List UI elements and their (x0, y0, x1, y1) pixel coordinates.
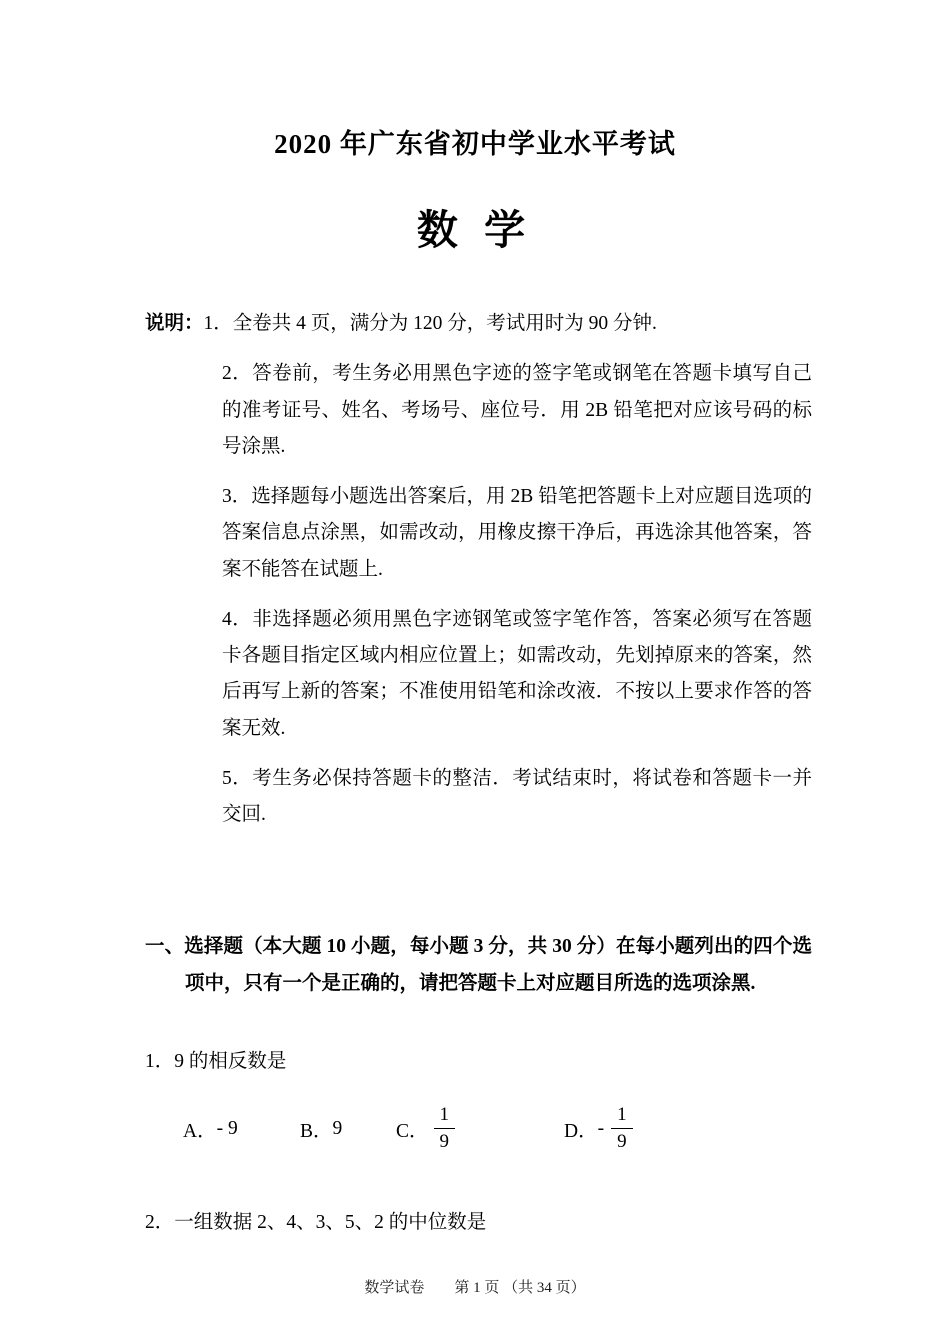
option-c-label: C． (396, 1121, 429, 1143)
question-1-option-a (183, 1115, 300, 1143)
exam-subject: 数 学 (416, 207, 534, 253)
instruction-item-5: 5．考生务必保持答题卡的整洁．考试结束时，将试卷和答题卡一并交回. (222, 767, 812, 826)
option-d-fraction (611, 1105, 633, 1153)
option-c-fraction (434, 1105, 456, 1153)
question-1-option-c (396, 1105, 564, 1153)
option-d-label: D． (564, 1121, 598, 1143)
fraction-numerator: 1 (611, 1105, 633, 1129)
instructions-block (145, 306, 812, 833)
question-1: 1．9 的相反数是 (145, 1050, 287, 1072)
section-heading-choice-questions: 一、选择题（本大题 10 小题，每小题 3 分，共 30 分）在每小题列出的四个选项中，只有一个是正确的，请把答题卡上对应题目所选的选项涂黑. (145, 936, 812, 994)
exam-title: 2020 年广东省初中学业水平考试 (274, 129, 676, 159)
instruction-item-4: 4．非选择题必须用黑色字迹钢笔或签字笔作答，答案必须写在答题卡各题目指定区域内相应位置上；如需改动，先划掉原来的答案，然后再写上新的答案；不准使用铅笔和涂改液．不按以上要求作答的答案无效. (222, 608, 812, 739)
page-footer (0, 1276, 950, 1297)
question-1-option-d (564, 1105, 633, 1153)
instruction-text-1: 1．全卷共 4 页，满分为 120 分，考试用时为 90 分钟. (203, 313, 657, 334)
option-b-label: B． (300, 1121, 333, 1143)
footer-text: 数学试卷 第 1 页 （共 34 页） (364, 1280, 586, 1297)
question-1-options (183, 1099, 950, 1159)
question-2: 2．一组数据 2、4、3、5、2 的中位数是 (145, 1212, 487, 1234)
option-b-value: 9 (332, 1118, 343, 1140)
option-a-label: A． (183, 1121, 217, 1143)
option-a-value: - 9 (216, 1118, 238, 1140)
option-d-minus-sign: - (597, 1118, 605, 1140)
instruction-item-2: 2．答卷前，考生务必用黑色字迹的签字笔或钢笔在答题卡填写自己的准考证号、姓名、考场号、座位号．用 2B 铅笔把对应该号码的标号涂黑. (222, 363, 812, 457)
question-1-option-b (300, 1115, 396, 1143)
fraction-denominator: 9 (617, 1131, 627, 1153)
instruction-item-1 (145, 306, 812, 342)
fraction-denominator: 9 (439, 1131, 450, 1153)
instruction-item-3: 3．选择题每小题选出答案后，用 2B 铅笔把答题卡上对应题目选项的答案信息点涂黑，如需改动，用橡皮擦干净后，再选涂其他答案，答案不能答在试题上. (222, 486, 812, 580)
instructions-label: 说明： (145, 313, 204, 334)
fraction-numerator: 1 (434, 1105, 456, 1129)
